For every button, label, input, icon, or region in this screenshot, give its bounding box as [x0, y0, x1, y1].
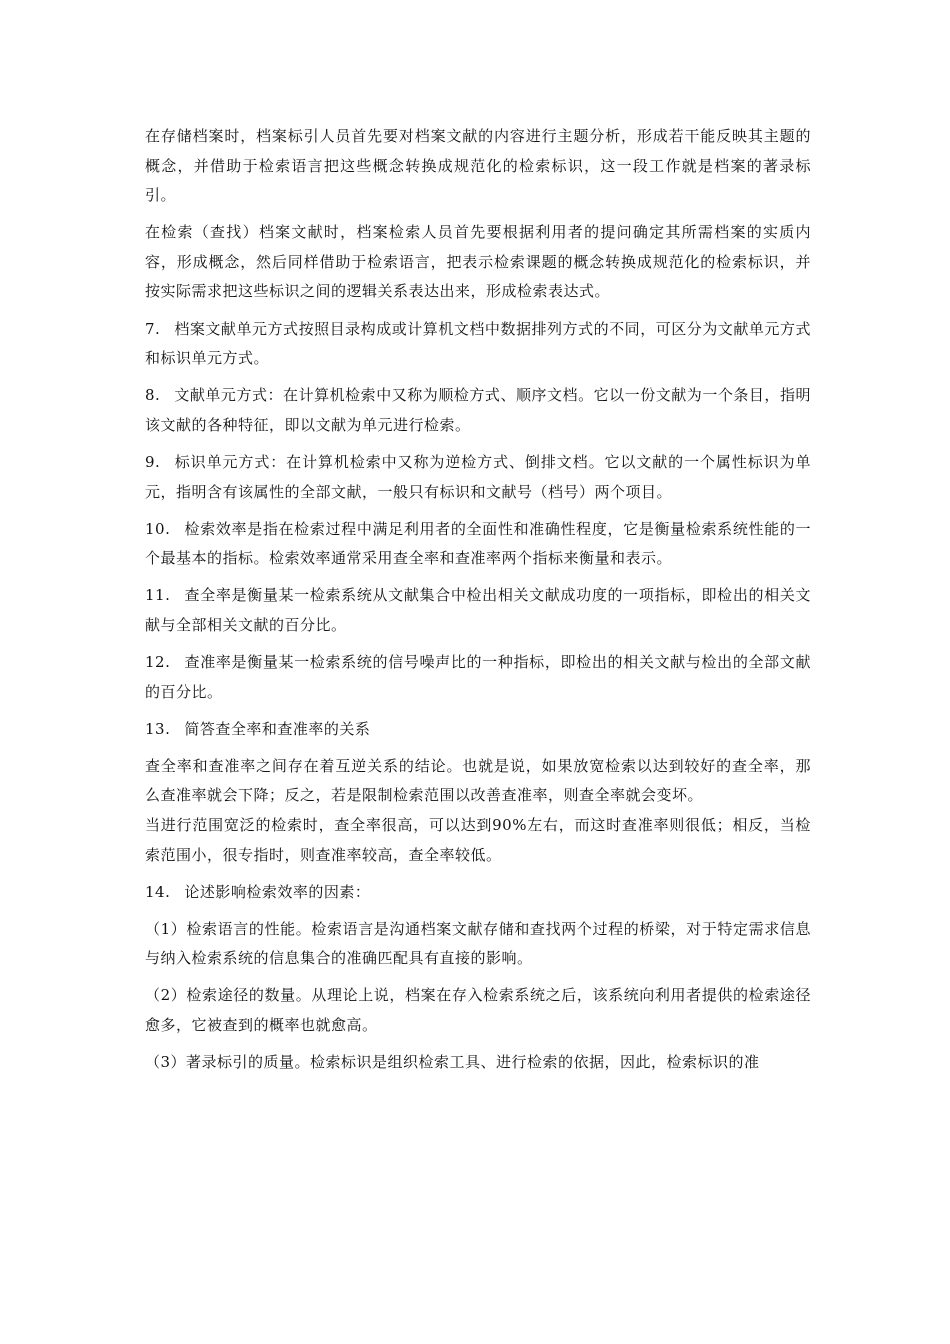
paragraph — [145, 878, 811, 908]
paragraph — [145, 811, 811, 870]
paragraph-text: 在存储档案时，档案标引人员首先要对档案文献的内容进行主题分析，形成若干能反映其主题的概念，并借助于检索语言把这些概念转换成规范化的检索标识，这一段工作就是档案的著录标引。 — [145, 127, 811, 205]
paragraph — [145, 715, 811, 745]
item-number: 9. — [145, 452, 161, 471]
paragraph-text: （3）著录标引的质量。检索标识是组织检索工具、进行检索的依据，因此，检索标识的准 — [145, 1053, 760, 1072]
paragraph-text: 查全率和查准率之间存在着互逆关系的结论。也就是说，如果放宽检索以达到较好的查全率，那么查准率就会下降；反之，若是限制检索范围以改善查准率，则查全率就会变坏。 — [145, 756, 811, 805]
item-number: 8. — [145, 386, 161, 405]
paragraph — [145, 315, 811, 374]
paragraph-text: 查全率是衡量某一检索系统从文献集合中检出相关文献成功度的一项指标，即检出的相关文献与全部相关文献的百分比。 — [145, 586, 811, 634]
item-number: 14. — [145, 882, 171, 901]
paragraph-text: （1）检索语言的性能。检索语言是沟通档案文献存储和查找两个过程的桥梁，对于特定需求信息与纳入检索系统的信息集合的准确匹配具有直接的影响。 — [145, 919, 811, 968]
item-number: 11. — [145, 586, 171, 605]
paragraph-text: 标识单元方式：在计算机检索中又称为逆检方式、倒排文档。它以文献的一个属性标识为单元，指明含有该属性的全部文献，一般只有标识和文献号（档号）两个项目。 — [145, 452, 811, 501]
paragraph — [145, 648, 811, 707]
paragraph — [145, 1048, 811, 1078]
item-number: 13. — [145, 719, 171, 738]
paragraph-text: 当进行范围宽泛的检索时，查全率很高，可以达到90%左右，而这时查准率则很低；相反，当检索范围小，很专指时，则查准率较高，查全率较低。 — [145, 815, 811, 864]
paragraph-text: 档案文献单元方式按照目录构成或计算机文档中数据排列方式的不同，可区分为文献单元方式和标识单元方式。 — [145, 319, 811, 368]
paragraph — [145, 218, 811, 307]
item-number: 12. — [145, 653, 171, 671]
paragraph-text: 简答查全率和查准率的关系 — [184, 719, 371, 738]
paragraph — [145, 752, 811, 811]
item-number: 7. — [145, 319, 161, 338]
paragraph-text: 在检索（查找）档案文献时，档案检索人员首先要根据利用者的提问确定其所需档案的实质内容，形成概念，然后同样借助于检索语言，把表示检索课题的概念转换成规范化的检索标识，并按实际需求把这些标识之间的逻辑关系表达出来，形成检索表达式。 — [145, 223, 811, 301]
paragraph — [145, 448, 811, 507]
paragraph — [145, 915, 811, 974]
item-number: 10. — [145, 519, 171, 538]
paragraph-text: 检索效率是指在检索过程中满足利用者的全面性和准确性程度，它是衡量检索系统性能的一个最基本的指标。检索效率通常采用查全率和查准率两个指标来衡量和表示。 — [145, 519, 811, 568]
paragraph — [145, 981, 811, 1040]
document-body — [145, 122, 811, 1085]
paragraph — [145, 515, 811, 574]
paragraph-text: （2）检索途径的数量。从理论上说，档案在存入检索系统之后，该系统向利用者提供的检索途径愈多，它被查到的概率也就愈高。 — [145, 986, 811, 1035]
paragraph — [145, 581, 811, 640]
paragraph-text: 论述影响检索效率的因素： — [184, 882, 371, 901]
paragraph-text: 查准率是衡量某一检索系统的信号噪声比的一种指标，即检出的相关文献与检出的全部文献的百分比。 — [145, 653, 811, 701]
paragraph-text: 文献单元方式：在计算机检索中又称为顺检方式、顺序文档。它以一份文献为一个条目，指明该文献的各种特征，即以文献为单元进行检索。 — [145, 386, 811, 434]
paragraph — [145, 381, 811, 440]
paragraph — [145, 122, 811, 211]
